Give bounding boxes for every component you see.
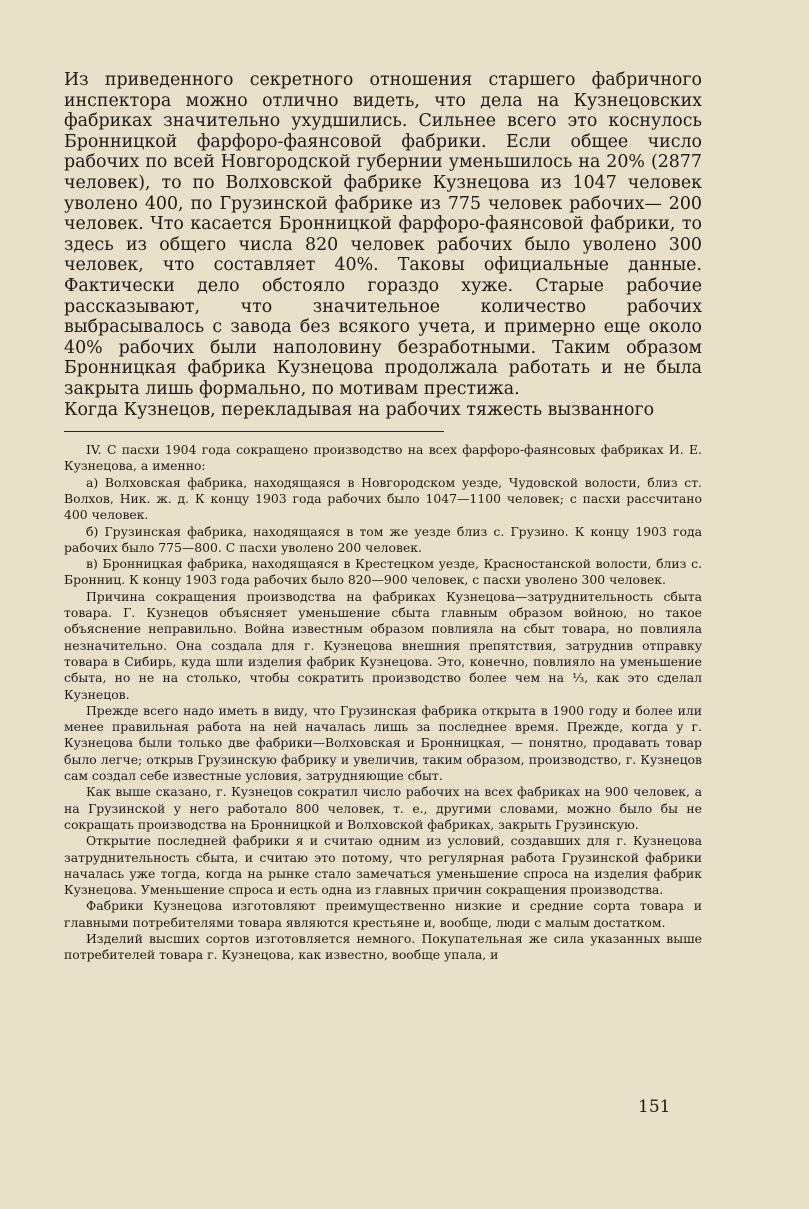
- footnote-divider: [64, 431, 444, 432]
- note-paragraph: Как выше сказано, г. Кузнецов сократил число рабочих на всех фабриках на 900 человек, а на Грузинской у него работало 800 человек, т. е., другими словами, можно было бы не сокращать производства на Бронницкой и Волховской фабриках, закрыть Грузинскую.: [64, 784, 702, 832]
- main-text: [64, 70, 702, 420]
- footnotes: [64, 442, 702, 964]
- note-paragraph: Изделий высших сортов изготовляется немного. Покупательная же сила указанных выше потребителей товара г. Кузнецова, как известно, вообще упала, и: [64, 931, 702, 963]
- page-body: [64, 70, 702, 964]
- main-paragraph-1: Из приведенного секретного отношения старшего фабричного инспектора можно отлично видеть, что дела на Кузнецовских фабриках значительно ухудшились. Сильнее всего это коснулось Бронницкой фарфоро-фаянсовой фабрики. Если общее число рабочих по всей Новгородской губернии уменьшилось на 20% (2877 человек), то по Волховской фабрике Кузнецова из 1047 человек уволено 400, по Грузинской фабрике из 775 человек рабочих— 200 человек. Что касается Бронницкой фарфоро-фаянсовой фабрики, то здесь из общего числа 820 человек рабочих было уволено 300 человек, что составляет 40%. Таковы официальные данные. Фактически дело обстояло гораздо хуже. Старые рабочие рассказывают, что значительное количество рабочих выбрасывалось с завода без всякого учета, и примерно еще около 40% рабочих были наполовину безработными. Таким образом Бронницкая фабрика Кузнецова продолжала работать и не была закрыта лишь формально, по мотивам престижа.: [64, 70, 702, 399]
- note-paragraph: Причина сокращения производства на фабриках Кузнецова—затруднительность сбыта товара. Г. Кузнецов объясняет уменьшение сбыта главным образом войною, но такое объяснение неправильно. Война известным образом повлияла на сбыт товара, но повлияла незначительно. Она создала для г. Кузнецова внешния препятствия, затруднив отправку товара в Сибирь, куда шли изделия фабрик Кузнецова. Это, конечно, повлияло на уменьшение сбыта, но не на столько, чтобы сократить производство более чем на ⅓, как это сделал Кузнецов.: [64, 588, 702, 702]
- main-paragraph-2: Когда Кузнецов, перекладывая на рабочих тяжесть вызванного: [64, 399, 655, 420]
- note-paragraph: а) Волховская фабрика, находящаяся в Новгородском уезде, Чудовской волости, близ ст. Волхов, Ник. ж. д. К концу 1903 года рабочих было 1047—1100 человек; с пасхи рассчитано 400 человек.: [64, 474, 702, 523]
- note-paragraph: б) Грузинская фабрика, находящаяся в том же уезде близ с. Грузино. К концу 1903 года рабочих было 775—800. С пасхи уволено 200 человек.: [64, 523, 702, 555]
- note-paragraph: Открытие последней фабрики я и считаю одним из условий, создавших для г. Кузнецова затруднительность сбыта, и считаю это потому, что регулярная работа Грузинской фабрики началась уже тогда, когда на рынке стало замечаться уменьшение спроса на изделия фабрик Кузнецова. Уменьшение спроса и есть одна из главных причин сокращения производства.: [64, 833, 702, 898]
- note-paragraph: Фабрики Кузнецова изготовляют преимущественно низкие и средние сорта товара и главными потребителями товара являются крестьяне и, вообще, люди с малым достатком.: [64, 898, 702, 930]
- note-paragraph: в) Бронницкая фабрика, находящаяся в Крестецком уезде, Красностанской волости, близ с. Бронниц. К концу 1903 года рабочих было 820—900 человек, с пасхи уволено 300 человек.: [64, 556, 702, 588]
- page-number: 151: [638, 1097, 671, 1117]
- note-paragraph: Прежде всего надо иметь в виду, что Грузинская фабрика открыта в 1900 году и более или менее правильная работа на ней началась лишь за последнее время. Прежде, когда у г. Кузнецова были только две фабрики—Волховская и Бронницкая, — понятно, продавать товар было легче; открыв Грузинскую фабрику и увеличив, таким образом, производство, г. Кузнецов сам создал себе известные условия, затрудняющие сбыт.: [64, 702, 702, 784]
- note-paragraph: IV. С пасхи 1904 года сокращено производство на всех фарфоро-фаянсовых фабриках И. Е. Кузнецова, а именно:: [64, 442, 702, 474]
